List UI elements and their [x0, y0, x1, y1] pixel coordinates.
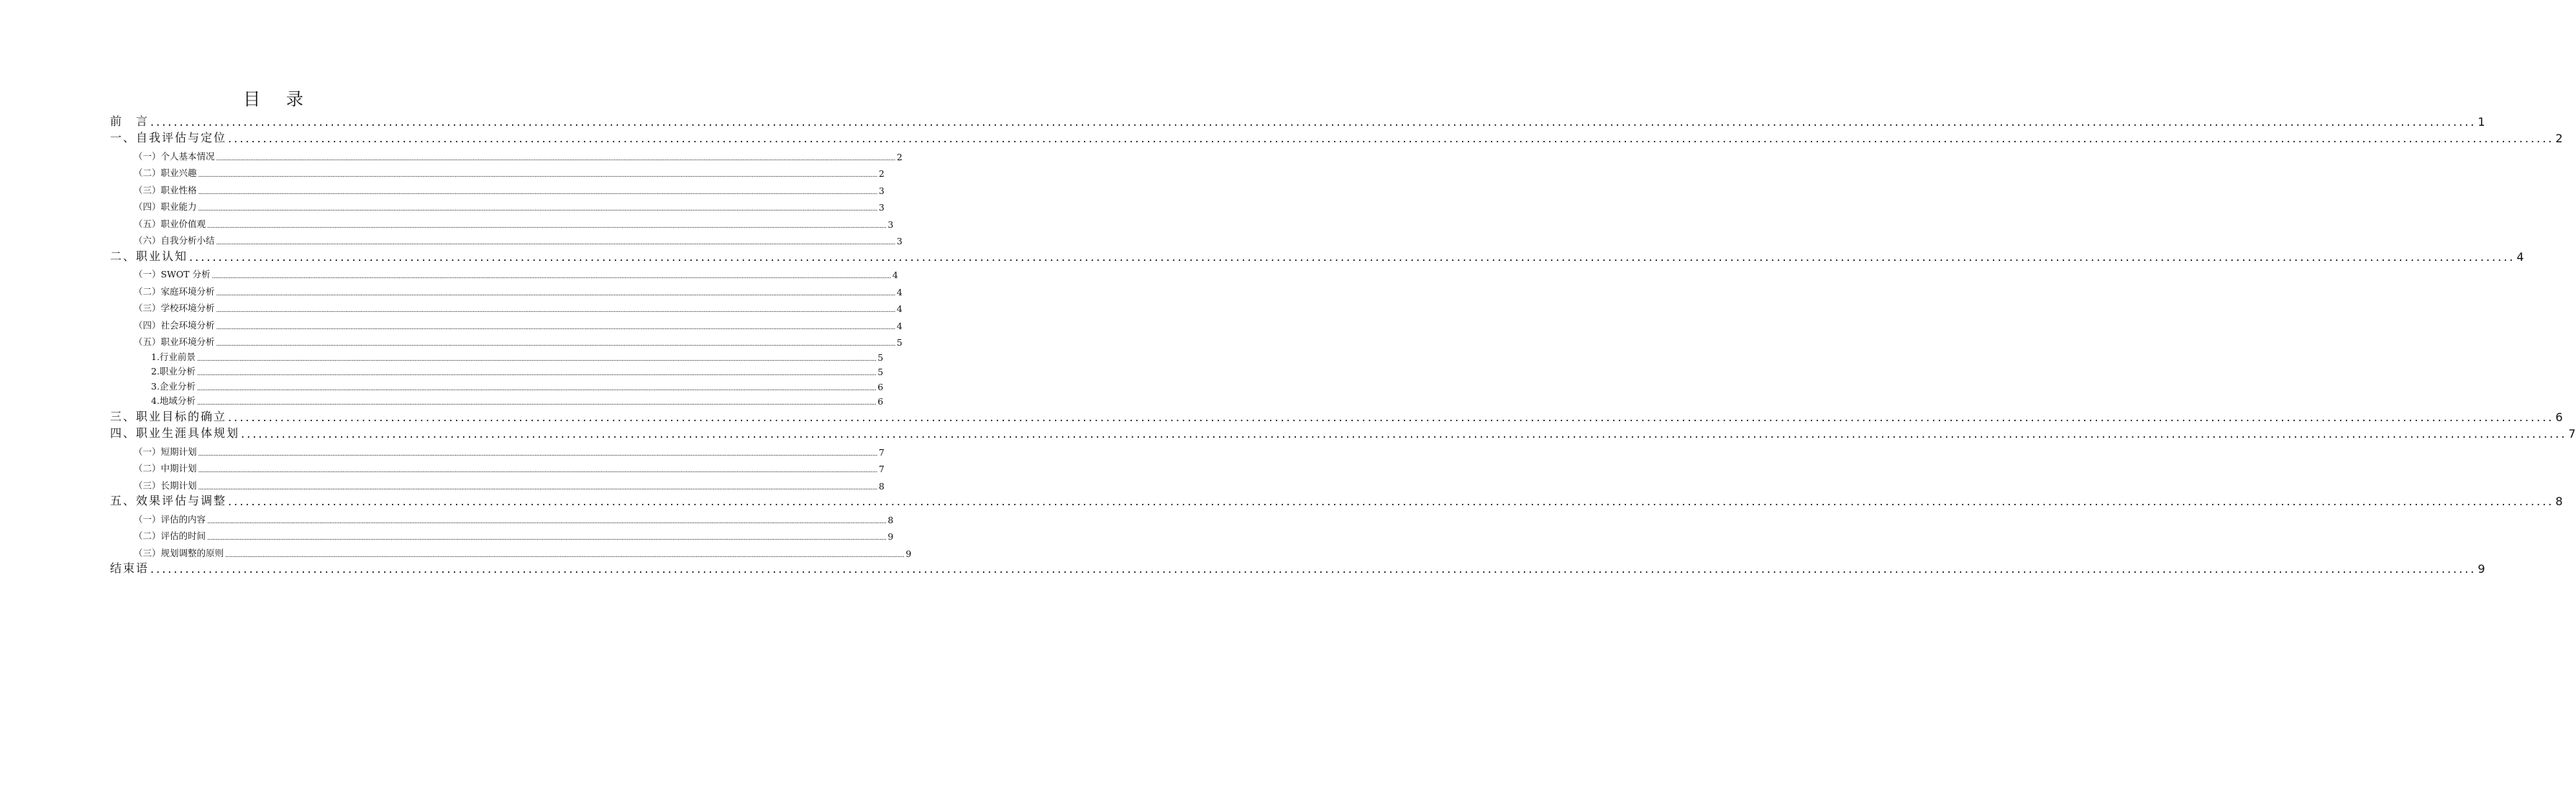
- toc-entry[interactable]: [110, 424, 2576, 441]
- toc-entry-label: 2.职业分析: [151, 366, 196, 377]
- toc-entry-page-number: 4: [896, 320, 903, 331]
- toc-entry-page-number: 7: [2568, 427, 2576, 441]
- toc-entry[interactable]: [110, 407, 2563, 424]
- toc-leader-dots: ................................................................................................................................................................................................................................................................................................................................................................................................................: [216, 155, 895, 162]
- toc-entry-label: （三）学校环境分析: [134, 303, 215, 313]
- toc-leader-dots: ................................................................................................................................................................................................................................................................................................................................................................................................................: [228, 132, 2554, 145]
- toc-entry-label: 前 言: [110, 114, 150, 128]
- toc-entry[interactable]: [110, 331, 903, 349]
- toc-entry-page-number: 4: [896, 303, 903, 314]
- toc-entry[interactable]: [110, 377, 884, 392]
- toc-entry-label: 五、效果评估与调整: [110, 494, 227, 507]
- toc-entry-label: 3.企业分析: [151, 380, 196, 392]
- toc-leader-dots: ................................................................................................................................................................................................................................................................................................................................................................................................................: [216, 239, 895, 247]
- toc-entry-page-number: 3: [878, 202, 885, 213]
- toc-entry-page-number: 5: [877, 351, 884, 363]
- toc-entry-label: 结束语: [110, 561, 150, 575]
- toc-leader-dots: ................................................................................................................................................................................................................................................................................................................................................................................................................: [207, 535, 887, 542]
- toc-leader-dots: ................................................................................................................................................................................................................................................................................................................................................................................................................: [216, 290, 895, 298]
- toc-leader-dots: ................................................................................................................................................................................................................................................................................................................................................................................................................: [241, 427, 2567, 441]
- toc-entry-label: （二）评估的时间: [134, 530, 206, 541]
- toc-entry-label: （一）短期计划: [134, 446, 197, 457]
- toc-entry[interactable]: [110, 508, 894, 525]
- toc-entry-label: （五）职业价值观: [134, 218, 206, 229]
- toc-leader-dots: ................................................................................................................................................................................................................................................................................................................................................................................................................: [196, 385, 877, 392]
- toc-entry[interactable]: [110, 264, 898, 281]
- toc-leader-dots: ................................................................................................................................................................................................................................................................................................................................................................................................................: [216, 307, 895, 314]
- toc-leader-dots: ................................................................................................................................................................................................................................................................................................................................................................................................................: [216, 323, 895, 331]
- toc-entry-page-number: 3: [887, 218, 894, 230]
- toc-entry[interactable]: [110, 179, 885, 196]
- toc-entry[interactable]: [110, 247, 2524, 264]
- toc-leader-dots: ................................................................................................................................................................................................................................................................................................................................................................................................................: [196, 355, 877, 363]
- toc-leader-dots: ................................................................................................................................................................................................................................................................................................................................................................................................................: [228, 494, 2554, 508]
- toc-leader-dots: ................................................................................................................................................................................................................................................................................................................................................................................................................: [225, 551, 905, 559]
- toc-entry-label: （二）家庭环境分析: [134, 285, 215, 297]
- toc-leader-dots: ................................................................................................................................................................................................................................................................................................................................................................................................................: [207, 222, 887, 230]
- toc-entry-label: （六）自我分析小结: [134, 235, 215, 246]
- toc-entry-page-number: 3: [896, 236, 903, 247]
- toc-entry[interactable]: [110, 392, 884, 408]
- toc-entry-label: 三、职业目标的确立: [110, 409, 227, 423]
- toc-entry[interactable]: [110, 441, 885, 458]
- toc-leader-dots: ................................................................................................................................................................................................................................................................................................................................................................................................................: [216, 341, 895, 348]
- toc-entry-label: （五）职业环境分析: [134, 336, 215, 347]
- toc-entry-label: （三）职业性格: [134, 184, 197, 195]
- toc-entry[interactable]: [110, 348, 884, 363]
- toc-entry-label: （三）长期计划: [134, 479, 197, 491]
- toc-leader-dots: ................................................................................................................................................................................................................................................................................................................................................................................................................: [198, 467, 877, 474]
- toc-entry[interactable]: [110, 280, 903, 298]
- toc-entry-page-number: 8: [887, 514, 894, 525]
- toc-entry-page-number: 1: [2477, 114, 2485, 129]
- toc-entry-label: （一）SWOT 分析: [134, 269, 211, 280]
- toc-entry-page-number: 5: [877, 367, 884, 377]
- table-of-contents: [110, 111, 2576, 576]
- toc-entry-page-number: 6: [877, 381, 884, 392]
- toc-entry-page-number: 6: [877, 396, 884, 407]
- toc-entry[interactable]: [110, 363, 884, 378]
- toc-entry-label: （四）职业能力: [134, 201, 197, 212]
- toc-entry-page-number: 4: [892, 270, 898, 280]
- toc-leader-dots: ................................................................................................................................................................................................................................................................................................................................................................................................................: [198, 484, 877, 492]
- toc-entry[interactable]: [110, 492, 2563, 509]
- toc-leader-dots: ................................................................................................................................................................................................................................................................................................................................................................................................................: [198, 172, 877, 179]
- toc-entry-page-number: 9: [905, 548, 912, 559]
- toc-entry[interactable]: [110, 129, 2563, 146]
- toc-entry-page-number: 2: [2555, 132, 2563, 145]
- toc-entry-page-number: 7: [878, 446, 885, 458]
- toc-entry[interactable]: [110, 559, 2485, 576]
- toc-entry-label: （一）个人基本情况: [134, 150, 215, 162]
- toc-entry[interactable]: [110, 213, 894, 230]
- toc-entry-page-number: 8: [878, 480, 885, 492]
- toc-entry[interactable]: [110, 525, 894, 543]
- toc-leader-dots: ................................................................................................................................................................................................................................................................................................................................................................................................................: [196, 370, 877, 377]
- toc-entry-label: （二）中期计划: [134, 463, 197, 474]
- toc-entry[interactable]: [110, 196, 885, 213]
- toc-entry-page-number: 9: [887, 531, 894, 542]
- toc-leader-dots: ................................................................................................................................................................................................................................................................................................................................................................................................................: [198, 206, 877, 213]
- toc-entry-page-number: 2: [896, 151, 903, 162]
- page-title: 目 录: [243, 89, 314, 109]
- toc-entry[interactable]: [110, 542, 912, 559]
- toc-leader-dots: ................................................................................................................................................................................................................................................................................................................................................................................................................: [198, 450, 877, 458]
- toc-entry[interactable]: [110, 145, 903, 162]
- toc-entry-page-number: 4: [896, 286, 903, 298]
- toc-entry-label: （一）评估的内容: [134, 513, 206, 525]
- toc-leader-dots: ................................................................................................................................................................................................................................................................................................................................................................................................................: [211, 273, 891, 280]
- toc-entry[interactable]: [110, 230, 903, 247]
- toc-entry-label: （三）规划调整的原则: [134, 547, 224, 558]
- toc-entry-page-number: 6: [2555, 410, 2563, 424]
- toc-entry-label: 一、自我评估与定位: [110, 131, 227, 144]
- toc-entry-page-number: 3: [878, 185, 885, 196]
- toc-entry[interactable]: [110, 162, 885, 180]
- toc-entry[interactable]: [110, 474, 885, 492]
- toc-leader-dots: ................................................................................................................................................................................................................................................................................................................................................................................................................: [207, 517, 887, 525]
- toc-entry-page-number: 8: [2555, 494, 2563, 508]
- toc-entry-page-number: 4: [2516, 249, 2524, 264]
- toc-leader-dots: ................................................................................................................................................................................................................................................................................................................................................................................................................: [150, 114, 2477, 129]
- toc-entry-page-number: 9: [2477, 562, 2485, 576]
- toc-entry-page-number: 7: [878, 464, 885, 474]
- toc-entry-page-number: 2: [878, 168, 885, 179]
- toc-leader-dots: ................................................................................................................................................................................................................................................................................................................................................................................................................: [196, 400, 877, 407]
- toc-entry-label: 1.行业前景: [151, 351, 196, 362]
- toc-entry[interactable]: [110, 111, 2485, 129]
- toc-leader-dots: ................................................................................................................................................................................................................................................................................................................................................................................................................: [150, 562, 2477, 576]
- toc-leader-dots: ................................................................................................................................................................................................................................................................................................................................................................................................................: [228, 410, 2554, 424]
- toc-entry[interactable]: [110, 314, 903, 331]
- toc-leader-dots: ................................................................................................................................................................................................................................................................................................................................................................................................................: [198, 188, 877, 196]
- toc-entry[interactable]: [110, 458, 885, 475]
- toc-entry-label: 4.地域分析: [151, 395, 196, 406]
- toc-entry-label: 二、职业认知: [110, 249, 188, 263]
- toc-entry-label: （四）社会环境分析: [134, 319, 215, 331]
- toc-entry-label: 四、职业生涯具体规划: [110, 426, 240, 440]
- toc-entry[interactable]: [110, 298, 903, 315]
- toc-entry-page-number: 5: [896, 337, 903, 348]
- toc-leader-dots: ................................................................................................................................................................................................................................................................................................................................................................................................................: [189, 249, 2516, 264]
- toc-entry-label: （二）职业兴趣: [134, 167, 197, 178]
